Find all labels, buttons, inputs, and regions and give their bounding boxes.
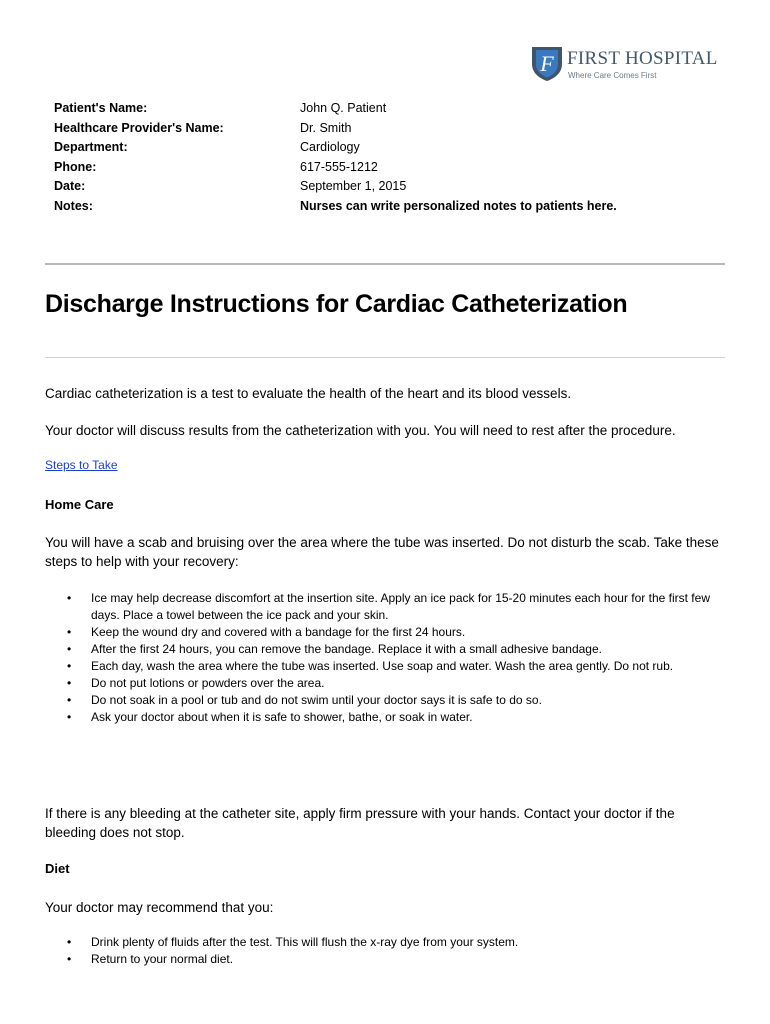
diet-paragraph: Your doctor may recommend that you: (45, 900, 274, 915)
list-item: • Drink plenty of fluids after the test. This will flush the x-ray dye from your system. (45, 934, 725, 951)
info-value: John Q. Patient (300, 101, 387, 115)
info-label: Department: (54, 140, 128, 154)
list-item: • Return to your normal diet. (45, 951, 725, 968)
list-item: • After the first 24 hours, you can remove the bandage. Replace it with a small adhesive bandage. (45, 641, 725, 658)
info-value: 617-555-1212 (300, 159, 378, 174)
home-care-paragraph: You will have a scab and bruising over the area where the tube was inserted. Do not disturb the scab. Take these steps to help with your recovery: (45, 535, 719, 569)
page-title: Discharge Instructions for Cardiac Catheterization (45, 290, 628, 318)
home-care-list (45, 590, 725, 726)
hospital-tagline: Where Care Comes First (568, 71, 657, 80)
intro-paragraph-1: Cardiac catheterization is a test to evaluate the health of the heart and its blood vessels. (45, 386, 572, 401)
info-label: Healthcare Provider's Name: (54, 120, 224, 135)
diet-heading: Diet (45, 861, 70, 876)
list-item: • Ice may help decrease discomfort at the insertion site. Apply an ice pack for 15-20 minutes each hour for the first few days. Place a towel between the ice pack and your skin. (45, 590, 725, 624)
info-value: Cardiology (300, 140, 360, 154)
hospital-name: FIRST HOSPITAL (567, 48, 718, 69)
diet-list (45, 934, 725, 968)
bleeding-paragraph: If there is any bleeding at the catheter site, apply firm pressure with your hands. Contact your doctor if the bleeding does not stop. (45, 806, 675, 840)
list-item: • Do not put lotions or powders over the area. (45, 675, 725, 692)
info-label: Date: (54, 179, 86, 193)
info-value: September 1, 2015 (300, 179, 407, 193)
info-value-notes: Nurses can write personalized notes to patients here. (300, 198, 617, 213)
info-label: Notes: (54, 198, 93, 213)
list-item: • Keep the wound dry and covered with a bandage for the first 24 hours. (45, 624, 725, 641)
list-item: • Do not soak in a pool or tub and do not swim until your doctor says it is safe to do so. (45, 692, 725, 709)
steps-to-take-link[interactable]: Steps to Take (45, 458, 118, 472)
list-item: • Each day, wash the area where the tube was inserted. Use soap and water. Wash the area gently. Do not rub. (45, 658, 725, 675)
shield-logo-icon (531, 46, 563, 82)
info-label: Phone: (54, 159, 97, 174)
logo-letter: F (540, 51, 554, 76)
intro-paragraph-2: Your doctor will discuss results from the catheterization with you. You will need to rest after the procedure. (45, 423, 676, 438)
info-value: Dr. Smith (300, 120, 352, 135)
home-care-heading: Home Care (45, 497, 114, 512)
list-item: • Ask your doctor about when it is safe to shower, bathe, or soak in water. (45, 709, 725, 726)
hospital-logo (531, 45, 731, 85)
info-label: Patient's Name: (54, 101, 148, 115)
divider-title (45, 357, 725, 358)
divider-top (45, 263, 725, 265)
